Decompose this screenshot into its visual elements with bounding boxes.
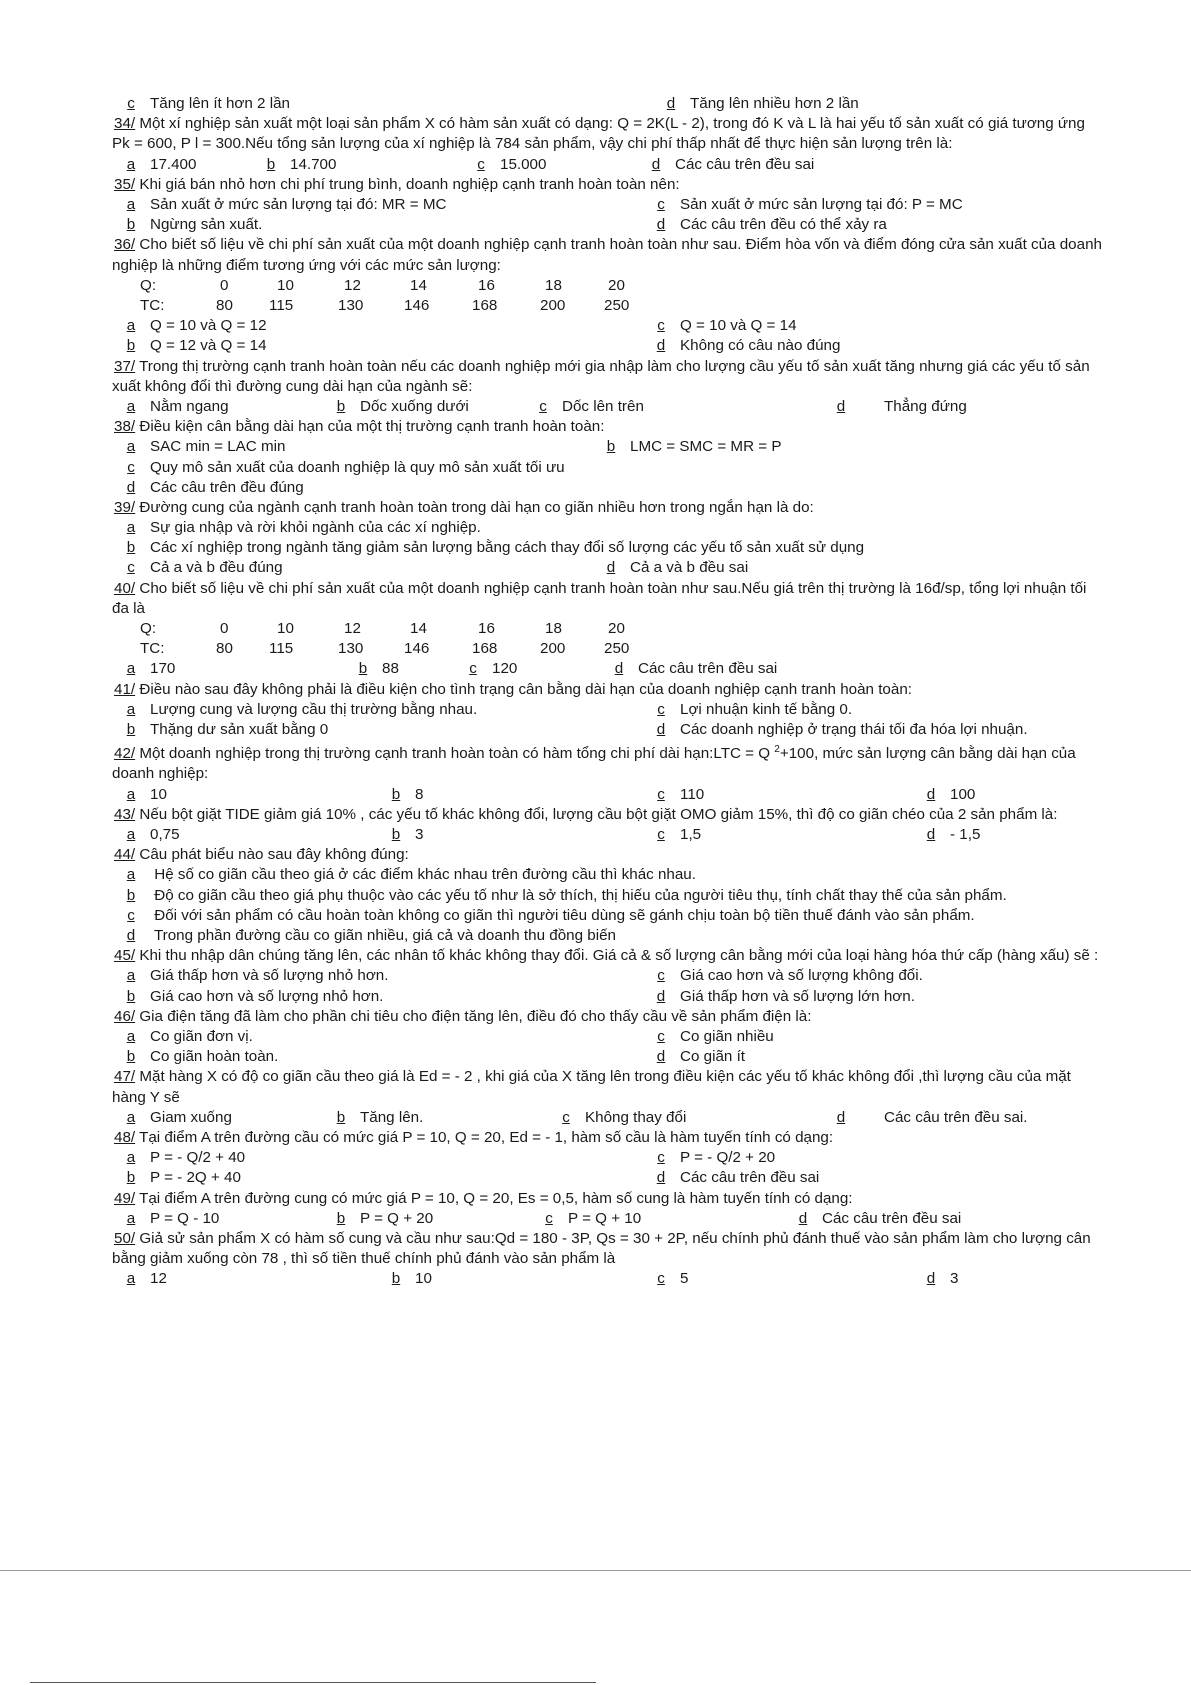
option-letter: d: [926, 1270, 936, 1288]
option-text: 88: [382, 660, 399, 678]
option-letter: b: [126, 1169, 136, 1187]
option-text: Dốc xuống dưới: [360, 397, 469, 415]
question-number: 40/: [114, 579, 136, 597]
question-number: 43/: [114, 805, 136, 823]
question-text: Cho biết số liệu về chi phí sản xuất của một doanh nghiệp cạnh tranh hoàn toàn như sau.Nếu giá trên thị trường là 16đ/sp, tổng lợi nhuận tối đa là: [112, 579, 1087, 617]
option-text: Tăng lên nhiều hơn 2 lần: [690, 95, 859, 112]
option-letter: d: [606, 559, 616, 577]
question-number: 49/: [114, 1189, 136, 1207]
option-letter: c: [127, 95, 135, 112]
option-text: Sản xuất ở mức sản lượng tại đó: P = MC: [680, 195, 963, 213]
option-letter: d: [656, 216, 666, 234]
question-39: [112, 498, 1102, 518]
question-number: 42/: [114, 745, 136, 763]
option-row: [112, 215, 1102, 235]
table-cell: 14: [410, 620, 427, 638]
option-row: [112, 865, 1102, 885]
option-text: 5: [680, 1270, 689, 1288]
option-letter: a: [126, 1108, 136, 1126]
option-letter: b: [391, 1270, 401, 1288]
option-letter: d: [656, 987, 666, 1005]
table-label: Q:: [140, 620, 157, 638]
option-text: 8: [415, 785, 424, 803]
question-number: 37/: [114, 357, 136, 375]
question-text: Cho biết số liệu về chi phí sản xuất của một doanh nghiệp cạnh tranh hoàn toàn như sau. Điểm hòa vốn và điểm đóng cửa sản xuất của doanh nghiệp là những điểm tương ứng với các mức sản lượng:: [112, 236, 1102, 274]
option-row: [112, 785, 1102, 805]
option-text: Sản xuất ở mức sản lượng tại đó: MR = MC: [150, 195, 447, 213]
question-48: [112, 1128, 1102, 1148]
table-cell: 146: [404, 296, 430, 314]
option-text: P = Q + 20: [360, 1209, 434, 1227]
option-text: P = Q + 10: [568, 1209, 642, 1227]
option-text: Hệ số co giãn cầu theo giá ở các điểm khác nhau trên đường cầu thì khác nhau.: [154, 866, 696, 884]
table-cell: 20: [608, 276, 625, 294]
table-label: TC:: [140, 640, 165, 658]
option-letter: b: [126, 886, 136, 904]
option-row: [112, 518, 1102, 538]
option-text: Các câu trên đều sai: [680, 1169, 820, 1187]
option-letter: b: [336, 1108, 346, 1126]
option-letter: c: [127, 559, 135, 577]
option-letter: b: [358, 660, 368, 678]
option-row: [112, 538, 1102, 558]
option-text: 14.700: [290, 155, 337, 173]
option-letter: a: [126, 700, 136, 718]
table-cell: 18: [545, 620, 562, 638]
question-44: [112, 845, 1102, 865]
option-text: Trong phần đường cầu co giãn nhiều, giá cả và doanh thu đồng biến: [153, 927, 616, 945]
option-letter: c: [127, 906, 135, 924]
option-letter: b: [606, 438, 616, 456]
option-text: Nằm ngang: [150, 397, 229, 415]
option-letter: c: [657, 317, 665, 335]
option-text: Thặng dư sản xuất bằng 0: [150, 721, 329, 738]
table-cell: 16: [478, 620, 495, 638]
option-letter: d: [798, 1209, 808, 1227]
question-number: 39/: [114, 498, 136, 516]
option-text: P = - Q/2 + 40: [150, 1149, 246, 1167]
question-text: Tại điểm A trên đường cầu có mức giá P = 10, Q = 20, Ed = - 1, hàm số cầu là hàm tuyến tính có dạng:: [139, 1129, 834, 1146]
option-text: Co giãn nhiều: [680, 1028, 774, 1046]
table-cell: 0: [220, 276, 229, 294]
option-text: Sự gia nhập và rời khỏi ngành của các xí nghiệp.: [150, 519, 481, 537]
option-letter: d: [614, 660, 624, 678]
option-row: [112, 1168, 1102, 1188]
option-letter: d: [126, 927, 136, 945]
question-text: Điều kiện cân bằng dài hạn của một thị trường cạnh tranh hoàn toàn:: [139, 418, 605, 436]
option-text: Co giãn hoàn toàn.: [150, 1048, 279, 1066]
option-text: Q = 12 và Q = 14: [150, 337, 267, 355]
option-letter: c: [545, 1209, 553, 1227]
option-row: [112, 1047, 1102, 1067]
option-row: [112, 886, 1102, 906]
option-letter: a: [126, 785, 136, 803]
option-letter: a: [126, 866, 136, 884]
option-text: P = Q - 10: [150, 1209, 220, 1227]
option-letter: b: [126, 539, 136, 557]
option-row: [112, 906, 1102, 926]
option-text: Độ co giãn cầu theo giá phụ thuộc vào các yếu tố như là sở thích, thị hiếu của người tiêu thụ, tính chất thay thế của sản phẩm.: [154, 886, 1007, 904]
question-text: Mặt hàng X có độ co giãn cầu theo giá là Ed = - 2 , khi giá của X tăng lên trong điều kiện các yếu tố khác không đổi ,thì lượng cầu của mặt hàng Y sẽ: [112, 1068, 1071, 1106]
option-letter: a: [126, 317, 136, 335]
question-40: [112, 579, 1102, 619]
option-letter: c: [477, 155, 485, 173]
option-row: [112, 478, 1102, 498]
option-text: Các câu trên đều sai: [638, 660, 778, 678]
option-letter: d: [656, 721, 666, 738]
cost-table-tc-row: [112, 296, 1102, 316]
option-text: 170: [150, 660, 176, 678]
table-cell: 130: [338, 640, 364, 658]
question-text: Tại điểm A trên đường cung có mức giá P = 10, Q = 20, Es = 0,5, hàm số cung là hàm tuyến tính có dạng:: [139, 1189, 853, 1207]
option-row: [112, 700, 1102, 720]
option-text: 0,75: [150, 826, 180, 844]
cost-table-q-row: [112, 619, 1102, 639]
option-text: Các câu trên đều sai: [675, 155, 815, 173]
question-text: Câu phát biểu nào sau đây không đúng:: [139, 846, 409, 864]
option-row: [112, 825, 1102, 845]
option-text: Giá thấp hơn và số lượng nhỏ hơn.: [150, 967, 389, 985]
table-cell: 18: [545, 276, 562, 294]
question-47: [112, 1067, 1102, 1107]
option-letter: b: [266, 155, 276, 173]
table-cell: 10: [277, 276, 294, 294]
option-letter: c: [657, 826, 665, 844]
option-letter: a: [126, 967, 136, 985]
option-letter: d: [651, 155, 661, 173]
option-letter: a: [126, 438, 136, 456]
option-text: - 1,5: [950, 826, 981, 844]
option-row: [112, 720, 1102, 740]
question-number: 38/: [114, 418, 136, 436]
option-row: [112, 1108, 1102, 1128]
option-letter: b: [391, 826, 401, 844]
page-divider: [0, 1570, 1191, 1571]
table-cell: 12: [344, 620, 361, 638]
question-text: +100, mức sản lượng cân bằng dài hạn của doanh nghiệp:: [112, 745, 1076, 783]
option-letter: a: [126, 660, 136, 678]
option-text: Quy mô sản xuất của doanh nghiệp là quy mô sản xuất tối ưu: [150, 458, 565, 476]
option-text: Giam xuống: [150, 1108, 232, 1126]
question-37: [112, 357, 1102, 397]
table-cell: 0: [220, 620, 229, 638]
table-cell: 10: [277, 620, 294, 638]
table-cell: 250: [604, 640, 630, 658]
option-letter: c: [657, 785, 665, 803]
question-number: 36/: [114, 236, 136, 254]
option-text: Các câu trên đều có thể xảy ra: [680, 216, 887, 234]
option-letter: d: [926, 826, 936, 844]
option-text: 110: [680, 785, 705, 803]
option-text: LMC = SMC = MR = P: [630, 438, 782, 456]
option-text: Đối với sản phẩm có cầu hoàn toàn không co giãn thì người tiêu dùng sẽ gánh chịu toàn bộ tiền thuế đánh vào sản phẩm.: [154, 906, 975, 924]
option-text: Không có câu nào đúng: [680, 337, 841, 355]
question-50: [112, 1229, 1102, 1269]
table-cell: 80: [216, 640, 233, 658]
question-45: [112, 946, 1102, 966]
option-row: [112, 987, 1102, 1007]
table-cell: 250: [604, 296, 630, 314]
question-text: Trong thị trường cạnh tranh hoàn toàn nếu các doanh nghiệp mới gia nhập làm cho lượng cầu yếu tố sản xuất tăng nhưng giá các yếu tố sản xuất không đổi thì đường cung dài hạn của ngành sẽ:: [112, 357, 1090, 395]
question-text: Đường cung của ngành cạnh tranh hoàn toàn trong dài hạn co giãn nhiều hơn trong ngắn hạn là do:: [139, 498, 814, 516]
option-letter: a: [126, 1028, 136, 1046]
option-row: [112, 558, 1102, 578]
question-38: [112, 417, 1102, 437]
option-text: 100: [950, 785, 976, 803]
option-letter: c: [127, 458, 135, 476]
option-row: [112, 336, 1102, 356]
option-letter: a: [126, 397, 136, 415]
question-text: Một doanh nghiệp trong thị trường cạnh tranh hoàn toàn có hàm tổng chi phí dài hạn:LTC = Q: [139, 745, 771, 763]
table-cell: 168: [472, 296, 498, 314]
option-text: SAC min = LAC min: [150, 438, 286, 456]
option-text: Tăng lên ít hơn 2 lần: [150, 95, 290, 112]
option-letter: d: [836, 1108, 846, 1126]
table-cell: 130: [338, 296, 364, 314]
question-text: Giả sử sản phẩm X có hàm số cung và cầu như sau:Qd = 180 - 3P, Qs = 30 + 2P, nếu chính phủ đánh thuế vào sản phẩm làm cho lượng cân bằng giảm xuống còn 78 , thì số tiền thuế chính phủ đánh vào sản phẩm là: [112, 1229, 1091, 1268]
question-number: 35/: [114, 175, 136, 193]
option-row: [112, 1027, 1102, 1047]
question-34: [112, 114, 1102, 154]
option-letter: a: [126, 195, 136, 213]
table-label: TC:: [140, 296, 165, 314]
option-letter: b: [391, 785, 401, 803]
footer-divider: [30, 1682, 596, 1683]
question-list: [112, 94, 1102, 1290]
option-letter: b: [336, 397, 346, 415]
question-43: [112, 805, 1102, 825]
option-letter: c: [657, 967, 665, 985]
option-letter: a: [126, 1149, 136, 1167]
table-cell: 80: [216, 296, 233, 314]
table-cell: 200: [540, 296, 566, 314]
option-text: Cả a và b đều đúng: [150, 559, 283, 577]
question-number: 41/: [114, 680, 136, 698]
option-letter: d: [656, 1048, 666, 1066]
option-row: [112, 94, 1102, 114]
option-text: Ngừng sản xuất.: [150, 216, 263, 234]
option-text: Các doanh nghiệp ở trạng thái tối đa hóa lợi nhuận.: [680, 721, 1028, 738]
question-number: 46/: [114, 1007, 136, 1025]
question-number: 47/: [114, 1068, 136, 1086]
table-cell: 168: [472, 640, 498, 658]
question-text: Nếu bột giặt TIDE giảm giá 10% , các yếu tố khác không đổi, lượng cầu bột giặt OMO giảm 15%, thì độ co giãn chéo của 2 sản phẩm là:: [139, 805, 1058, 823]
table-cell: 12: [344, 276, 361, 294]
option-letter: b: [126, 721, 136, 738]
option-text: Co giãn đơn vị.: [150, 1028, 253, 1046]
option-letter: c: [657, 1149, 665, 1167]
option-text: Dốc lên trên: [562, 397, 644, 415]
option-text: Lợi nhuận kinh tế bằng 0.: [680, 700, 853, 718]
option-text: Giá cao hơn và số lượng nhỏ hơn.: [150, 987, 384, 1005]
option-text: Các câu trên đều đúng: [150, 478, 304, 496]
option-letter: a: [126, 519, 136, 537]
option-row: [112, 397, 1102, 417]
option-row: [112, 966, 1102, 986]
option-text: Giá thấp hơn và số lượng lớn hơn.: [680, 987, 915, 1005]
option-row: [112, 316, 1102, 336]
option-row: [112, 659, 1102, 679]
option-text: 120: [492, 660, 518, 678]
question-number: 48/: [114, 1129, 136, 1146]
option-text: Tăng lên.: [360, 1108, 424, 1126]
option-row: [112, 458, 1102, 478]
option-text: Giá cao hơn và số lượng không đổi.: [680, 967, 923, 985]
option-text: Co giãn ít: [680, 1048, 746, 1066]
question-number: 50/: [114, 1229, 136, 1247]
table-label: Q:: [140, 276, 157, 294]
question-text: Gia điện tăng đã làm cho phần chi tiêu cho điện tăng lên, điều đó cho thấy cầu về sản phẩm điện là:: [139, 1007, 812, 1025]
option-row: [112, 195, 1102, 215]
option-text: 3: [415, 826, 424, 844]
option-letter: a: [126, 826, 136, 844]
option-letter: c: [469, 660, 477, 678]
question-36: [112, 235, 1102, 275]
question-text: Một xí nghiệp sản xuất một loại sản phẩm X có hàm sản xuất có dạng: Q = 2K(L - 2), trong đó K và L là hai yếu tố sản xuất có giá tương ứng Pk = 600, P l = 300.Nếu tổng sản lượng của xí nghiệp là 784 sản phẩm, vậy chi phí thấp nhất để thực hiện sản lượng trên là:: [112, 115, 1085, 153]
option-letter: c: [657, 1028, 665, 1046]
option-letter: c: [657, 1270, 665, 1288]
option-letter: d: [666, 95, 676, 112]
question-text: Khi giá bán nhỏ hơn chi phí trung bình, doanh nghiệp cạnh tranh hoàn toàn nên:: [139, 175, 680, 193]
option-text: Không thay đổi: [585, 1108, 687, 1126]
question-42: [112, 740, 1102, 784]
option-text: Các câu trên đều sai: [822, 1209, 962, 1227]
option-letter: b: [336, 1209, 346, 1227]
question-46: [112, 1007, 1102, 1027]
option-letter: d: [836, 397, 846, 415]
option-text: Các xí nghiệp trong ngành tăng giảm sản lượng bằng cách thay đổi số lượng các yếu tố sản xuất sử dụng: [150, 539, 865, 557]
option-letter: b: [126, 987, 136, 1005]
option-letter: c: [539, 397, 547, 415]
superscript: 2: [774, 744, 780, 756]
option-letter: c: [657, 195, 665, 213]
option-letter: a: [126, 155, 136, 173]
option-text: Lượng cung và lượng cầu thị trường bằng nhau.: [150, 700, 478, 718]
table-cell: 146: [404, 640, 430, 658]
option-row: [112, 1148, 1102, 1168]
option-letter: b: [126, 216, 136, 234]
option-letter: b: [126, 337, 136, 355]
option-letter: d: [656, 1169, 666, 1187]
question-text: Khi thu nhập dân chúng tăng lên, các nhân tố khác không thay đổi. Giá cả & số lượng cân bằng mới của loại hàng hóa thứ cấp (hàng xấu) sẽ :: [139, 947, 1099, 965]
option-text: Các câu trên đều sai.: [884, 1108, 1028, 1126]
option-text: 15.000: [500, 155, 547, 173]
table-cell: 115: [269, 296, 294, 314]
option-letter: a: [126, 1270, 136, 1288]
cost-table-tc-row: [112, 639, 1102, 659]
option-row: [112, 1269, 1102, 1289]
option-letter: d: [126, 478, 136, 496]
option-text: Q = 10 và Q = 12: [150, 317, 267, 335]
option-text: 17.400: [150, 155, 197, 173]
option-text: P = - Q/2 + 20: [680, 1149, 776, 1167]
question-text: Điều nào sau đây không phải là điều kiện cho tình trạng cân bằng dài hạn của doanh nghiệp cạnh tranh hoàn toàn:: [139, 680, 912, 698]
table-cell: 14: [410, 276, 427, 294]
option-row: [112, 155, 1102, 175]
option-row: [112, 926, 1102, 946]
table-cell: 115: [269, 640, 294, 658]
option-text: 12: [150, 1270, 167, 1288]
option-text: 1,5: [680, 826, 702, 844]
option-text: Cả a và b đều sai: [630, 559, 749, 577]
question-49: [112, 1189, 1102, 1209]
question-number: 34/: [114, 115, 136, 133]
option-text: 10: [415, 1270, 432, 1288]
table-cell: 16: [478, 276, 495, 294]
table-cell: 200: [540, 640, 566, 658]
option-letter: d: [926, 785, 936, 803]
question-41: [112, 680, 1102, 700]
question-35: [112, 175, 1102, 195]
option-text: Q = 10 và Q = 14: [680, 317, 797, 335]
option-letter: c: [562, 1108, 570, 1126]
option-text: Thẳng đứng: [884, 397, 967, 415]
option-letter: a: [126, 1209, 136, 1227]
option-text: P = - 2Q + 40: [150, 1169, 241, 1187]
question-number: 45/: [114, 947, 136, 965]
option-text: 10: [150, 785, 167, 803]
option-row: [112, 1209, 1102, 1229]
option-letter: b: [126, 1048, 136, 1066]
option-letter: d: [656, 337, 666, 355]
option-letter: c: [657, 700, 665, 718]
cost-table-q-row: [112, 276, 1102, 296]
option-row: [112, 437, 1102, 457]
table-cell: 20: [608, 620, 625, 638]
option-text: 3: [950, 1270, 959, 1288]
question-number: 44/: [114, 846, 136, 864]
